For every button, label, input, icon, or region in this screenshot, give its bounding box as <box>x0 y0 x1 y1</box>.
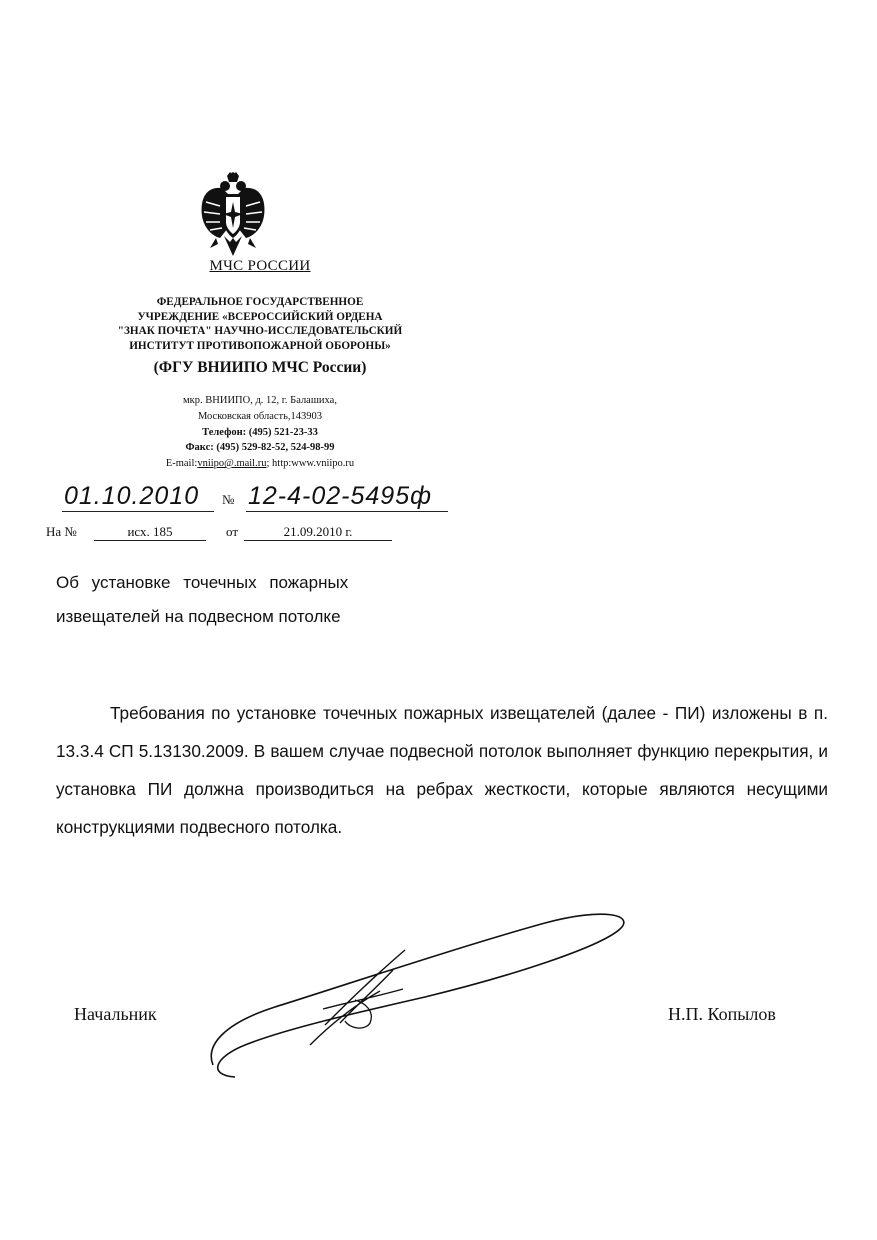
email-link[interactable]: vniipo@.mail.ru <box>197 458 267 470</box>
address-line: Московская область,143903 <box>197 410 323 422</box>
outgoing-number-label: № <box>222 492 235 507</box>
incoming-number <box>94 524 206 541</box>
org-line: УЧРЕЖДЕНИЕ «ВСЕРОССИЙСКИЙ ОРДЕНА <box>137 310 383 323</box>
signatory-name: Н.П. Копылов <box>668 1004 776 1024</box>
signatory-title: Начальник <box>74 1004 157 1024</box>
letter-subject <box>56 566 416 634</box>
phone: Телефон: (495) 521-23-33 <box>202 426 318 438</box>
organization-full-name <box>60 295 460 353</box>
org-line: ФЕДЕРАЛЬНОЕ ГОСУДАРСТВЕННОЕ <box>156 296 364 308</box>
website: ; http:www.vniipo.ru <box>266 458 355 470</box>
subject-line: извещателей на подвесном потолке <box>56 607 341 626</box>
outgoing-registration <box>58 482 478 516</box>
incoming-number-value: исх. 185 <box>127 524 173 539</box>
contact-block <box>60 393 460 472</box>
body-paragraph: Требования по установке точечных пожарных извещателей (далее - ПИ) изложены в п. 13.3.4 СП 5.13130.2009. В вашем случае подвесной потолок выполняет функцию перекрытия, и установка ПИ должна производиться на ребрах жесткости, которые являются несущими конструкциями подвесного потолка. <box>56 703 828 837</box>
incoming-number-label: На № <box>46 524 77 539</box>
outgoing-number: 12-4-02-5495ф <box>246 482 448 512</box>
letterhead <box>60 258 460 472</box>
letter-body <box>56 694 828 846</box>
handwritten-signature <box>205 905 635 1080</box>
fax: Факс: (495) 529-82-52, 524-98-99 <box>185 442 335 454</box>
organization-abbreviation: (ФГУ ВНИИПО МЧС России) <box>153 359 367 376</box>
org-line: ИНСТИТУТ ПРОТИВОПОЖАРНОЙ ОБОРОНЫ» <box>129 339 391 352</box>
outgoing-date: 01.10.2010 <box>62 482 214 512</box>
emblem-icon <box>198 172 268 256</box>
org-line: "ЗНАК ПОЧЕТА" НАУЧНО-ИССЛЕДОВАТЕЛЬСКИЙ <box>117 325 403 337</box>
incoming-from-label: от <box>226 524 239 539</box>
subject-line: Об установке точечных пожарных <box>56 573 349 592</box>
agency-name: МЧС РОССИИ <box>209 258 311 274</box>
email-web-line <box>60 456 460 472</box>
incoming-date-value: 21.09.2010 г. <box>283 524 353 539</box>
email-label: E-mail: <box>165 458 198 470</box>
incoming-date <box>244 524 392 541</box>
address-line: мкр. ВНИИПО, д. 12, г. Балашиха, <box>183 395 337 406</box>
